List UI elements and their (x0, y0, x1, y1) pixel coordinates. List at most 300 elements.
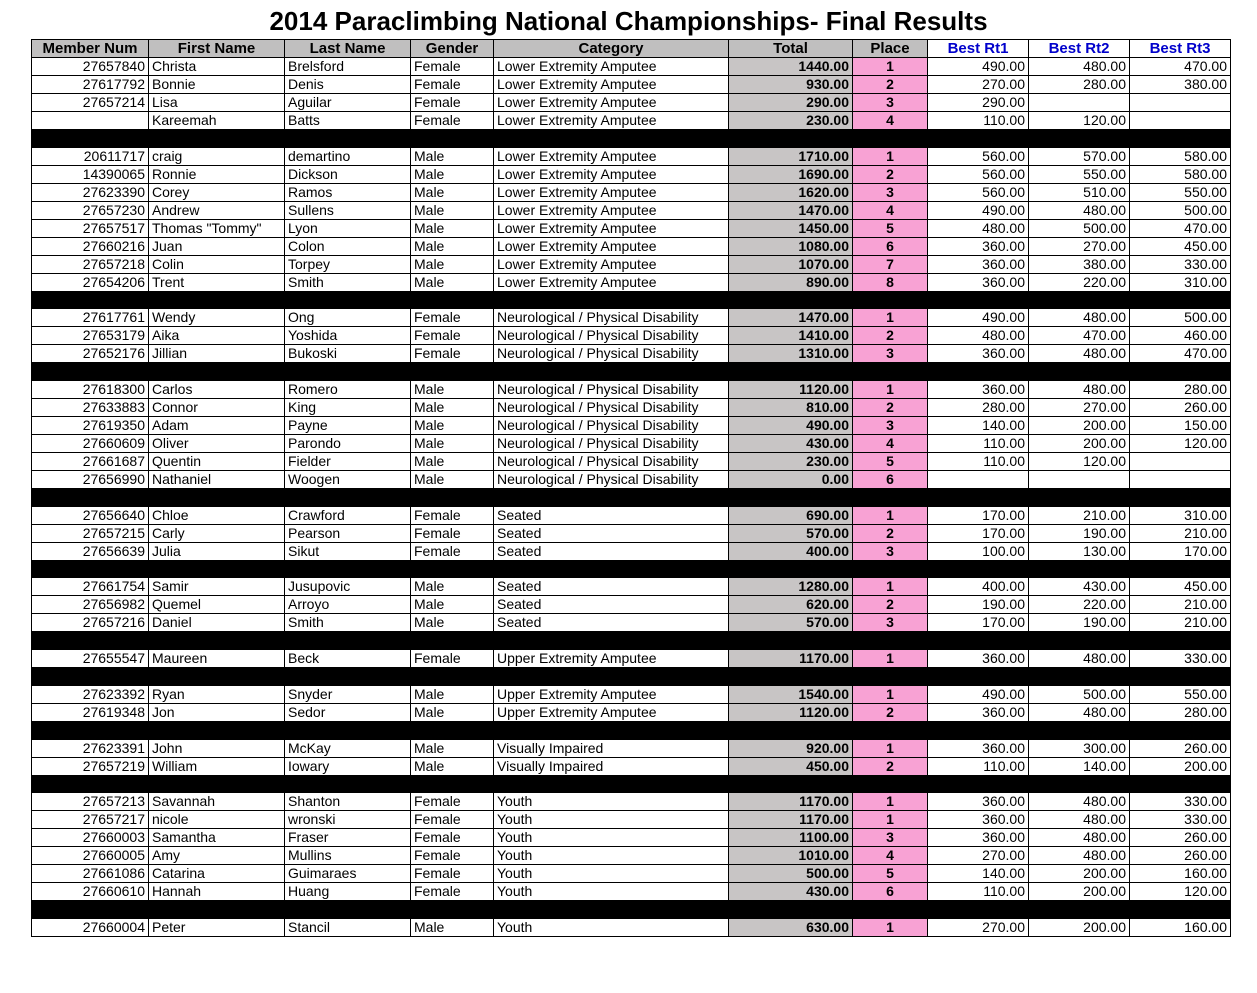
gender-cell: Female (411, 327, 494, 345)
member-num-cell: 27657517 (32, 219, 149, 237)
header-last-name: Last Name (285, 40, 411, 58)
total-cell: 430.00 (729, 883, 853, 901)
group-separator (32, 901, 1231, 919)
best-rt3-cell: 450.00 (1130, 578, 1231, 596)
best-rt1-cell: 110.00 (928, 453, 1029, 471)
first-name-cell: Trent (149, 273, 285, 291)
category-cell: Lower Extremity Amputee (494, 219, 729, 237)
gender-cell: Female (411, 865, 494, 883)
category-cell: Seated (494, 524, 729, 542)
best-rt1-cell: 140.00 (928, 865, 1029, 883)
member-num-cell: 27660609 (32, 435, 149, 453)
member-num-cell: 27657230 (32, 201, 149, 219)
best-rt2-cell: 270.00 (1029, 399, 1130, 417)
total-cell: 290.00 (729, 94, 853, 112)
table-row (32, 183, 1231, 201)
last-name-cell: demartino (285, 147, 411, 165)
best-rt3-cell: 550.00 (1130, 685, 1231, 703)
best-rt3-cell (1130, 453, 1231, 471)
first-name-cell: Ronnie (149, 165, 285, 183)
first-name-cell: Kareemah (149, 112, 285, 130)
best-rt1-cell: 480.00 (928, 327, 1029, 345)
best-rt1-cell: 280.00 (928, 399, 1029, 417)
total-cell: 1710.00 (729, 147, 853, 165)
best-rt3-cell: 450.00 (1130, 237, 1231, 255)
best-rt1-cell: 110.00 (928, 883, 1029, 901)
last-name-cell: Ramos (285, 183, 411, 201)
place-cell: 5 (853, 453, 928, 471)
table-row (32, 435, 1231, 453)
member-num-cell: 27660003 (32, 829, 149, 847)
category-cell: Neurological / Physical Disability (494, 435, 729, 453)
separator-bar (32, 489, 1231, 507)
category-cell: Lower Extremity Amputee (494, 273, 729, 291)
gender-cell: Female (411, 309, 494, 327)
best-rt2-cell: 200.00 (1029, 865, 1130, 883)
gender-cell: Male (411, 219, 494, 237)
best-rt1-cell: 190.00 (928, 596, 1029, 614)
best-rt2-cell: 480.00 (1029, 58, 1130, 76)
member-num-cell: 27657216 (32, 614, 149, 632)
member-num-cell: 27661687 (32, 453, 149, 471)
best-rt2-cell: 120.00 (1029, 112, 1130, 130)
member-num-cell (32, 112, 149, 130)
gender-cell: Male (411, 201, 494, 219)
place-cell: 2 (853, 703, 928, 721)
total-cell: 620.00 (729, 596, 853, 614)
last-name-cell: Denis (285, 76, 411, 94)
best-rt3-cell: 120.00 (1130, 435, 1231, 453)
category-cell: Neurological / Physical Disability (494, 381, 729, 399)
place-cell: 5 (853, 219, 928, 237)
member-num-cell: 27656640 (32, 506, 149, 524)
member-num-cell: 27657840 (32, 58, 149, 76)
best-rt3-cell: 260.00 (1130, 399, 1231, 417)
first-name-cell: Oliver (149, 435, 285, 453)
gender-cell: Male (411, 596, 494, 614)
total-cell: 490.00 (729, 417, 853, 435)
place-cell: 1 (853, 685, 928, 703)
separator-bar (32, 130, 1231, 148)
place-cell: 8 (853, 273, 928, 291)
last-name-cell: Parondo (285, 435, 411, 453)
best-rt2-cell (1029, 94, 1130, 112)
best-rt1-cell: 490.00 (928, 201, 1029, 219)
place-cell: 1 (853, 58, 928, 76)
best-rt2-cell: 220.00 (1029, 596, 1130, 614)
total-cell: 1120.00 (729, 381, 853, 399)
place-cell: 2 (853, 327, 928, 345)
member-num-cell: 27657217 (32, 811, 149, 829)
header-row (32, 40, 1231, 58)
best-rt1-cell: 400.00 (928, 578, 1029, 596)
total-cell: 690.00 (729, 506, 853, 524)
category-cell: Seated (494, 596, 729, 614)
total-cell: 430.00 (729, 435, 853, 453)
best-rt1-cell: 360.00 (928, 829, 1029, 847)
gender-cell: Male (411, 381, 494, 399)
best-rt1-cell: 290.00 (928, 94, 1029, 112)
category-cell: Lower Extremity Amputee (494, 94, 729, 112)
category-cell: Youth (494, 865, 729, 883)
first-name-cell: John (149, 739, 285, 757)
last-name-cell: Bukoski (285, 345, 411, 363)
header-category: Category (494, 40, 729, 58)
total-cell: 1170.00 (729, 793, 853, 811)
best-rt1-cell: 360.00 (928, 345, 1029, 363)
member-num-cell: 20611717 (32, 147, 149, 165)
gender-cell: Male (411, 703, 494, 721)
last-name-cell: Romero (285, 381, 411, 399)
last-name-cell: Jusupovic (285, 578, 411, 596)
first-name-cell: Quentin (149, 453, 285, 471)
best-rt3-cell (1130, 471, 1231, 489)
best-rt2-cell: 300.00 (1029, 739, 1130, 757)
table-row (32, 76, 1231, 94)
best-rt2-cell: 270.00 (1029, 237, 1130, 255)
place-cell: 1 (853, 147, 928, 165)
separator-bar (32, 901, 1231, 919)
page-title: 2014 Paraclimbing National Championships- Final Results (269, 6, 988, 36)
last-name-cell: Smith (285, 614, 411, 632)
header-member-num: Member Num (32, 40, 149, 58)
table-row (32, 757, 1231, 775)
best-rt1-cell: 360.00 (928, 739, 1029, 757)
group-separator (32, 363, 1231, 381)
total-cell: 1070.00 (729, 255, 853, 273)
best-rt3-cell: 580.00 (1130, 165, 1231, 183)
member-num-cell: 27623392 (32, 685, 149, 703)
place-cell: 4 (853, 201, 928, 219)
table-row (32, 219, 1231, 237)
member-num-cell: 27654206 (32, 273, 149, 291)
category-cell: Upper Extremity Amputee (494, 703, 729, 721)
best-rt1-cell: 140.00 (928, 417, 1029, 435)
table-row (32, 524, 1231, 542)
last-name-cell: Torpey (285, 255, 411, 273)
best-rt3-cell: 260.00 (1130, 847, 1231, 865)
member-num-cell: 27660610 (32, 883, 149, 901)
place-cell: 6 (853, 883, 928, 901)
best-rt2-cell: 480.00 (1029, 309, 1130, 327)
place-cell: 2 (853, 399, 928, 417)
best-rt2-cell (1029, 471, 1130, 489)
best-rt3-cell: 210.00 (1130, 524, 1231, 542)
best-rt1-cell: 360.00 (928, 381, 1029, 399)
gender-cell: Male (411, 273, 494, 291)
best-rt1-cell (928, 471, 1029, 489)
last-name-cell: Dickson (285, 165, 411, 183)
best-rt3-cell: 460.00 (1130, 327, 1231, 345)
total-cell: 1120.00 (729, 703, 853, 721)
gender-cell: Male (411, 237, 494, 255)
group-separator (32, 632, 1231, 650)
member-num-cell: 27661754 (32, 578, 149, 596)
best-rt1-cell: 480.00 (928, 219, 1029, 237)
table-row (32, 417, 1231, 435)
table-row (32, 309, 1231, 327)
member-num-cell: 14390065 (32, 165, 149, 183)
first-name-cell: Samantha (149, 829, 285, 847)
category-cell: Neurological / Physical Disability (494, 327, 729, 345)
table-row (32, 381, 1231, 399)
gender-cell: Male (411, 739, 494, 757)
member-num-cell: 27657218 (32, 255, 149, 273)
best-rt3-cell: 280.00 (1130, 703, 1231, 721)
gender-cell: Female (411, 829, 494, 847)
category-cell: Seated (494, 506, 729, 524)
member-num-cell: 27657214 (32, 94, 149, 112)
place-cell: 1 (853, 918, 928, 936)
group-separator (32, 130, 1231, 148)
table-row (32, 112, 1231, 130)
gender-cell: Male (411, 685, 494, 703)
best-rt3-cell: 330.00 (1130, 811, 1231, 829)
total-cell: 1010.00 (729, 847, 853, 865)
place-cell: 2 (853, 596, 928, 614)
total-cell: 570.00 (729, 524, 853, 542)
best-rt1-cell: 100.00 (928, 542, 1029, 560)
first-name-cell: Connor (149, 399, 285, 417)
member-num-cell: 27652176 (32, 345, 149, 363)
place-cell: 4 (853, 847, 928, 865)
best-rt3-cell: 200.00 (1130, 757, 1231, 775)
last-name-cell: Pearson (285, 524, 411, 542)
gender-cell: Female (411, 76, 494, 94)
best-rt2-cell: 480.00 (1029, 793, 1130, 811)
place-cell: 3 (853, 829, 928, 847)
gender-cell: Male (411, 147, 494, 165)
category-cell: Lower Extremity Amputee (494, 237, 729, 255)
last-name-cell: Shanton (285, 793, 411, 811)
best-rt3-cell: 470.00 (1130, 345, 1231, 363)
category-cell: Youth (494, 829, 729, 847)
table-row (32, 578, 1231, 596)
total-cell: 1620.00 (729, 183, 853, 201)
table-row (32, 650, 1231, 668)
best-rt2-cell: 480.00 (1029, 847, 1130, 865)
table-row (32, 147, 1231, 165)
first-name-cell: Catarina (149, 865, 285, 883)
last-name-cell: Crawford (285, 506, 411, 524)
best-rt1-cell: 560.00 (928, 183, 1029, 201)
best-rt3-cell: 580.00 (1130, 147, 1231, 165)
best-rt2-cell: 480.00 (1029, 703, 1130, 721)
member-num-cell: 27657213 (32, 793, 149, 811)
best-rt3-cell: 170.00 (1130, 542, 1231, 560)
best-rt3-cell (1130, 112, 1231, 130)
table-row (32, 918, 1231, 936)
header-place: Place (853, 40, 928, 58)
header-first-name: First Name (149, 40, 285, 58)
member-num-cell: 27660005 (32, 847, 149, 865)
last-name-cell: McKay (285, 739, 411, 757)
gender-cell: Male (411, 578, 494, 596)
place-cell: 3 (853, 94, 928, 112)
member-num-cell: 27656982 (32, 596, 149, 614)
last-name-cell: Snyder (285, 685, 411, 703)
best-rt3-cell: 550.00 (1130, 183, 1231, 201)
gender-cell: Female (411, 650, 494, 668)
best-rt2-cell: 220.00 (1029, 273, 1130, 291)
header-gender: Gender (411, 40, 494, 58)
total-cell: 930.00 (729, 76, 853, 94)
table-row (32, 94, 1231, 112)
last-name-cell: Sedor (285, 703, 411, 721)
best-rt2-cell: 570.00 (1029, 147, 1130, 165)
first-name-cell: Corey (149, 183, 285, 201)
gender-cell: Female (411, 94, 494, 112)
total-cell: 0.00 (729, 471, 853, 489)
last-name-cell: Yoshida (285, 327, 411, 345)
group-separator (32, 560, 1231, 578)
best-rt2-cell: 140.00 (1029, 757, 1130, 775)
separator-bar (32, 291, 1231, 309)
table-row (32, 165, 1231, 183)
table-row (32, 58, 1231, 76)
best-rt3-cell: 380.00 (1130, 76, 1231, 94)
best-rt2-cell: 480.00 (1029, 201, 1130, 219)
category-cell: Neurological / Physical Disability (494, 345, 729, 363)
best-rt1-cell: 560.00 (928, 165, 1029, 183)
best-rt1-cell: 490.00 (928, 685, 1029, 703)
category-cell: Seated (494, 542, 729, 560)
best-rt3-cell: 500.00 (1130, 309, 1231, 327)
gender-cell: Female (411, 345, 494, 363)
first-name-cell: Aika (149, 327, 285, 345)
results-table (31, 39, 1231, 937)
member-num-cell: 27661086 (32, 865, 149, 883)
best-rt2-cell: 210.00 (1029, 506, 1130, 524)
gender-cell: Male (411, 757, 494, 775)
category-cell: Visually Impaired (494, 757, 729, 775)
best-rt1-cell: 360.00 (928, 650, 1029, 668)
best-rt1-cell: 110.00 (928, 757, 1029, 775)
first-name-cell: Wendy (149, 309, 285, 327)
place-cell: 4 (853, 112, 928, 130)
table-row (32, 685, 1231, 703)
table-row (32, 703, 1231, 721)
last-name-cell: Payne (285, 417, 411, 435)
gender-cell: Male (411, 918, 494, 936)
first-name-cell: Quemel (149, 596, 285, 614)
table-row (32, 399, 1231, 417)
total-cell: 1690.00 (729, 165, 853, 183)
gender-cell: Female (411, 883, 494, 901)
category-cell: Seated (494, 614, 729, 632)
first-name-cell: Christa (149, 58, 285, 76)
best-rt1-cell: 110.00 (928, 435, 1029, 453)
total-cell: 1410.00 (729, 327, 853, 345)
best-rt1-cell: 360.00 (928, 273, 1029, 291)
place-cell: 1 (853, 739, 928, 757)
place-cell: 3 (853, 417, 928, 435)
category-cell: Lower Extremity Amputee (494, 255, 729, 273)
place-cell: 3 (853, 345, 928, 363)
first-name-cell: Adam (149, 417, 285, 435)
first-name-cell: Ryan (149, 685, 285, 703)
category-cell: Lower Extremity Amputee (494, 147, 729, 165)
results-body (32, 58, 1231, 937)
member-num-cell: 27623390 (32, 183, 149, 201)
best-rt3-cell: 260.00 (1130, 829, 1231, 847)
gender-cell: Male (411, 165, 494, 183)
best-rt2-cell: 550.00 (1029, 165, 1130, 183)
member-num-cell: 27656639 (32, 542, 149, 560)
category-cell: Neurological / Physical Disability (494, 453, 729, 471)
member-num-cell: 27619350 (32, 417, 149, 435)
place-cell: 6 (853, 237, 928, 255)
category-cell: Neurological / Physical Disability (494, 417, 729, 435)
gender-cell: Female (411, 58, 494, 76)
category-cell: Upper Extremity Amputee (494, 685, 729, 703)
last-name-cell: Woogen (285, 471, 411, 489)
header-best-rt1: Best Rt1 (928, 40, 1029, 58)
first-name-cell: Amy (149, 847, 285, 865)
gender-cell: Female (411, 793, 494, 811)
category-cell: Youth (494, 918, 729, 936)
separator-bar (32, 363, 1231, 381)
total-cell: 1470.00 (729, 309, 853, 327)
best-rt2-cell: 500.00 (1029, 685, 1130, 703)
best-rt3-cell: 310.00 (1130, 506, 1231, 524)
member-num-cell: 27657215 (32, 524, 149, 542)
table-row (32, 865, 1231, 883)
total-cell: 1470.00 (729, 201, 853, 219)
last-name-cell: Iowary (285, 757, 411, 775)
place-cell: 3 (853, 183, 928, 201)
best-rt2-cell: 120.00 (1029, 453, 1130, 471)
header-best-rt3: Best Rt3 (1130, 40, 1231, 58)
total-cell: 1170.00 (729, 650, 853, 668)
best-rt2-cell: 480.00 (1029, 381, 1130, 399)
first-name-cell: Hannah (149, 883, 285, 901)
total-cell: 1280.00 (729, 578, 853, 596)
last-name-cell: wronski (285, 811, 411, 829)
last-name-cell: King (285, 399, 411, 417)
last-name-cell: Ong (285, 309, 411, 327)
gender-cell: Male (411, 183, 494, 201)
first-name-cell: Peter (149, 918, 285, 936)
last-name-cell: Smith (285, 273, 411, 291)
place-cell: 6 (853, 471, 928, 489)
total-cell: 1170.00 (729, 811, 853, 829)
gender-cell: Male (411, 453, 494, 471)
best-rt1-cell: 360.00 (928, 237, 1029, 255)
best-rt3-cell: 150.00 (1130, 417, 1231, 435)
place-cell: 1 (853, 811, 928, 829)
first-name-cell: nicole (149, 811, 285, 829)
table-row (32, 506, 1231, 524)
first-name-cell: Maureen (149, 650, 285, 668)
table-row (32, 829, 1231, 847)
best-rt2-cell: 510.00 (1029, 183, 1130, 201)
category-cell: Youth (494, 883, 729, 901)
member-num-cell: 27617792 (32, 76, 149, 94)
best-rt2-cell: 190.00 (1029, 614, 1130, 632)
best-rt1-cell: 360.00 (928, 811, 1029, 829)
member-num-cell: 27655547 (32, 650, 149, 668)
place-cell: 1 (853, 650, 928, 668)
best-rt2-cell: 470.00 (1029, 327, 1130, 345)
separator-bar (32, 775, 1231, 793)
category-cell: Neurological / Physical Disability (494, 471, 729, 489)
best-rt1-cell: 490.00 (928, 309, 1029, 327)
total-cell: 500.00 (729, 865, 853, 883)
member-num-cell: 27653179 (32, 327, 149, 345)
total-cell: 630.00 (729, 918, 853, 936)
table-row (32, 471, 1231, 489)
